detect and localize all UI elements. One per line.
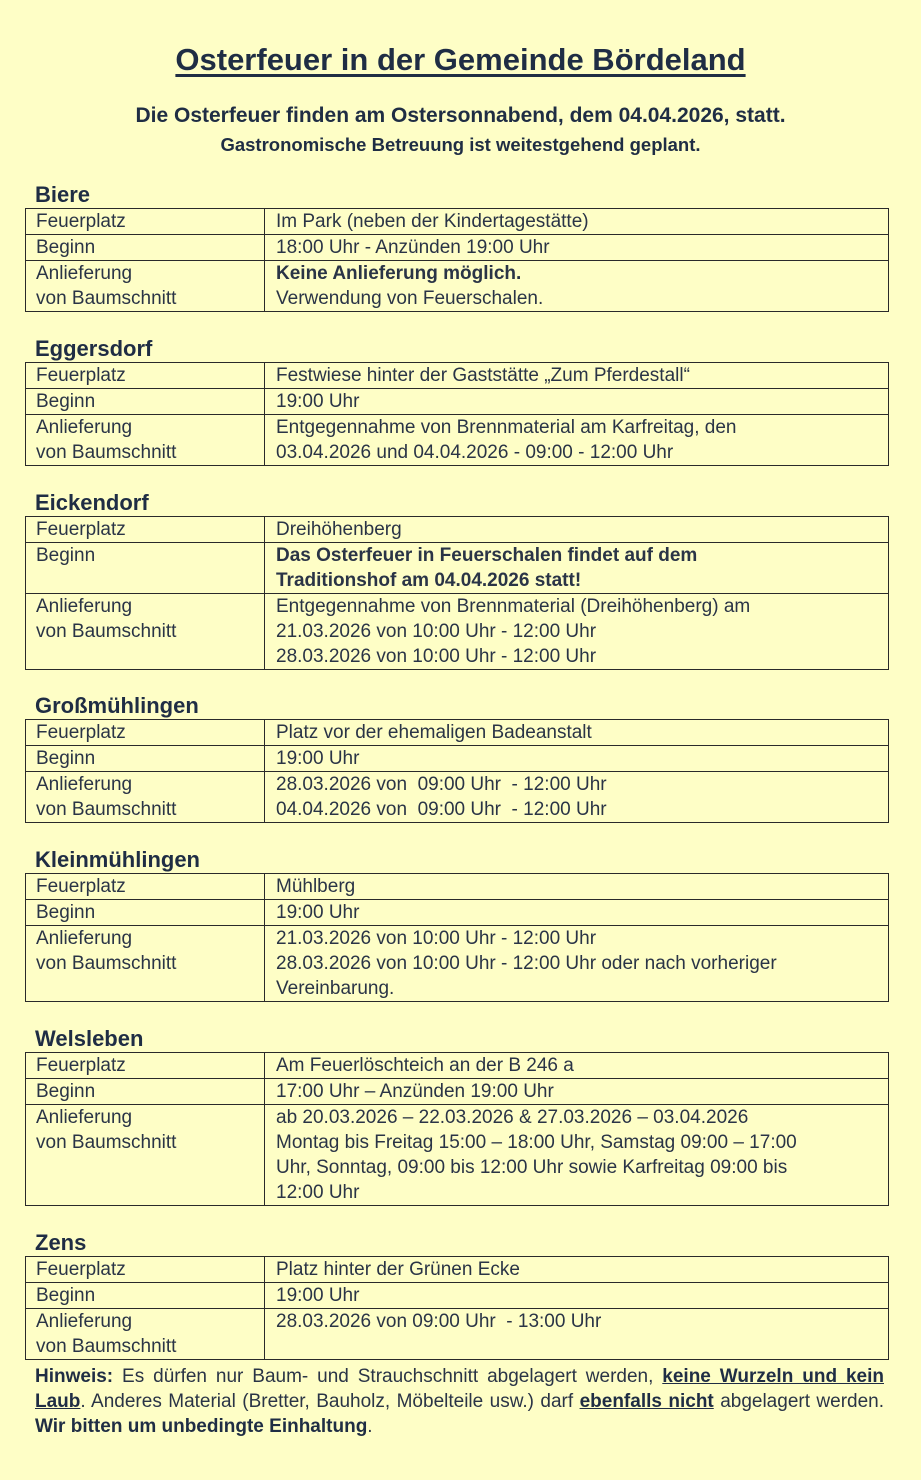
- info-table: [25, 1256, 889, 1360]
- row-beginn: [26, 389, 889, 415]
- label-beginn: Beginn: [26, 389, 265, 415]
- value-beginn: 19:00 Uhr: [265, 746, 889, 772]
- section-heading: Biere: [35, 182, 91, 207]
- row-anlieferung: [26, 415, 889, 466]
- label-feuerplatz: Feuerplatz: [26, 720, 265, 746]
- row-feuerplatz: [26, 1053, 889, 1079]
- row-beginn: [26, 543, 889, 594]
- value-anlieferung: Keine Anlieferung möglich. Verwendung von Feuerschalen.: [265, 261, 889, 312]
- section-heading: Welsleben: [35, 1026, 144, 1051]
- value-anlieferung: Entgegennahme von Brennmaterial (Dreihöhenberg) am 21.03.2026 von 10:00 Uhr - 12:00 Uhr 28.03.2026 von 10:00 Uhr - 12:00 Uhr: [265, 594, 889, 670]
- notice-emphasis: ebenfalls nicht: [579, 1391, 714, 1412]
- catering-note: Gastronomische Betreuung ist weitestgehend geplant.: [220, 134, 701, 155]
- notice-text: abgelagert werden.: [713, 1391, 885, 1412]
- page-title: Osterfeuer in der Gemeinde Bördeland: [175, 42, 746, 77]
- row-feuerplatz: [26, 874, 889, 900]
- info-table: [25, 719, 889, 823]
- row-beginn: [26, 746, 889, 772]
- label-anlieferung: Anlieferung von Baumschnitt: [26, 926, 265, 1002]
- value-beginn: 19:00 Uhr: [265, 1283, 889, 1309]
- value-feuerplatz: Festwiese hinter der Gaststätte „Zum Pferdestall“: [265, 363, 889, 389]
- row-anlieferung: [26, 926, 889, 1002]
- value-beginn: 19:00 Uhr: [265, 389, 889, 415]
- label-feuerplatz: Feuerplatz: [26, 209, 265, 235]
- row-beginn: [26, 900, 889, 926]
- notice-request: Wir bitten um unbedingte Einhaltung: [35, 1416, 368, 1437]
- row-feuerplatz: [26, 1257, 889, 1283]
- value-feuerplatz: Mühlberg: [265, 874, 889, 900]
- notice-text: Es dürfen nur Baum- und Strauchschnitt abgelagert werden,: [113, 1366, 663, 1387]
- value-beginn: 18:00 Uhr - Anzünden 19:00 Uhr: [265, 235, 889, 261]
- value-anlieferung: 28.03.2026 von 09:00 Uhr - 13:00 Uhr: [265, 1309, 889, 1360]
- section-kleinmuehlingen: [25, 845, 889, 1002]
- label-anlieferung: Anlieferung von Baumschnitt: [26, 772, 265, 823]
- info-table: [25, 362, 889, 466]
- notice-label: Hinweis:: [35, 1366, 114, 1387]
- section-heading: Großmühlingen: [35, 693, 199, 718]
- section-eggersdorf: [25, 334, 889, 466]
- info-table: [25, 208, 889, 312]
- section-heading: Eickendorf: [35, 490, 149, 515]
- value-anlieferung: Entgegennahme von Brennmaterial am Karfreitag, den 03.04.2026 und 04.04.2026 - 09:00 - 12:00 Uhr: [265, 415, 889, 466]
- row-feuerplatz: [26, 209, 889, 235]
- section-welsleben: [25, 1024, 889, 1206]
- value-beginn: Das Osterfeuer in Feuerschalen findet auf dem Traditionshof am 04.04.2026 statt!: [265, 543, 889, 594]
- label-anlieferung: Anlieferung von Baumschnitt: [26, 415, 265, 466]
- event-date-line: Die Osterfeuer finden am Ostersonnabend, dem 04.04.2026, statt.: [135, 104, 786, 127]
- label-beginn: Beginn: [26, 1079, 265, 1105]
- section-biere: [25, 180, 889, 312]
- section-eickendorf: [25, 488, 889, 670]
- label-beginn: Beginn: [26, 900, 265, 926]
- label-anlieferung: Anlieferung von Baumschnitt: [26, 1309, 265, 1360]
- section-heading: Kleinmühlingen: [35, 847, 200, 872]
- value-feuerplatz: Am Feuerlöschteich an der B 246 a: [265, 1053, 889, 1079]
- info-table: [25, 516, 889, 670]
- row-anlieferung: [26, 772, 889, 823]
- label-anlieferung: Anlieferung von Baumschnitt: [26, 1105, 265, 1206]
- value-beginn: 19:00 Uhr: [265, 900, 889, 926]
- notice-paragraph: [35, 1364, 884, 1439]
- row-anlieferung: [26, 261, 889, 312]
- label-feuerplatz: Feuerplatz: [26, 874, 265, 900]
- section-heading: Eggersdorf: [35, 336, 153, 361]
- section-grossmuehlingen: [25, 691, 889, 823]
- label-feuerplatz: Feuerplatz: [26, 1257, 265, 1283]
- section-zens: [25, 1228, 889, 1360]
- row-anlieferung: [26, 594, 889, 670]
- row-feuerplatz: [26, 720, 889, 746]
- label-feuerplatz: Feuerplatz: [26, 517, 265, 543]
- value-anlieferung: ab 20.03.2026 – 22.03.2026 & 27.03.2026 – 03.04.2026 Montag bis Freitag 15:00 – 18:00 Uhr, Samstag 09:00 – 17:00 Uhr, Sonntag, 09:00 bis 12:00 Uhr sowie Karfreitag 09:00 bis 12:00 Uhr: [265, 1105, 889, 1206]
- value-feuerplatz: Platz vor der ehemaligen Badeanstalt: [265, 720, 889, 746]
- value-anlieferung: 21.03.2026 von 10:00 Uhr - 12:00 Uhr 28.03.2026 von 10:00 Uhr - 12:00 Uhr oder nach vorheriger Vereinbarung.: [265, 926, 889, 1002]
- label-feuerplatz: Feuerplatz: [26, 363, 265, 389]
- value-anlieferung: 28.03.2026 von 09:00 Uhr - 12:00 Uhr 04.04.2026 von 09:00 Uhr - 12:00 Uhr: [265, 772, 889, 823]
- row-beginn: [26, 1079, 889, 1105]
- label-beginn: Beginn: [26, 1283, 265, 1309]
- notice-text: .: [367, 1416, 373, 1437]
- label-beginn: Beginn: [26, 235, 265, 261]
- label-anlieferung: Anlieferung von Baumschnitt: [26, 594, 265, 670]
- label-anlieferung: Anlieferung von Baumschnitt: [26, 261, 265, 312]
- notice-emphasis: keine Wurzeln und kein Laub: [35, 1366, 884, 1412]
- notice-text: . Anderes Material (Bretter, Bauholz, Möbelteile usw.) darf: [80, 1391, 580, 1412]
- row-beginn: [26, 1283, 889, 1309]
- label-feuerplatz: Feuerplatz: [26, 1053, 265, 1079]
- row-beginn: [26, 235, 889, 261]
- value-feuerplatz: Dreihöhenberg: [265, 517, 889, 543]
- info-table: [25, 873, 889, 1002]
- section-heading: Zens: [35, 1230, 87, 1255]
- value-beginn: 17:00 Uhr – Anzünden 19:00 Uhr: [265, 1079, 889, 1105]
- row-anlieferung: [26, 1105, 889, 1206]
- label-beginn: Beginn: [26, 746, 265, 772]
- value-feuerplatz: Im Park (neben der Kindertagestätte): [265, 209, 889, 235]
- info-table: [25, 1052, 889, 1206]
- label-beginn: Beginn: [26, 543, 265, 594]
- row-anlieferung: [26, 1309, 889, 1360]
- row-feuerplatz: [26, 517, 889, 543]
- row-feuerplatz: [26, 363, 889, 389]
- value-feuerplatz: Platz hinter der Grünen Ecke: [265, 1257, 889, 1283]
